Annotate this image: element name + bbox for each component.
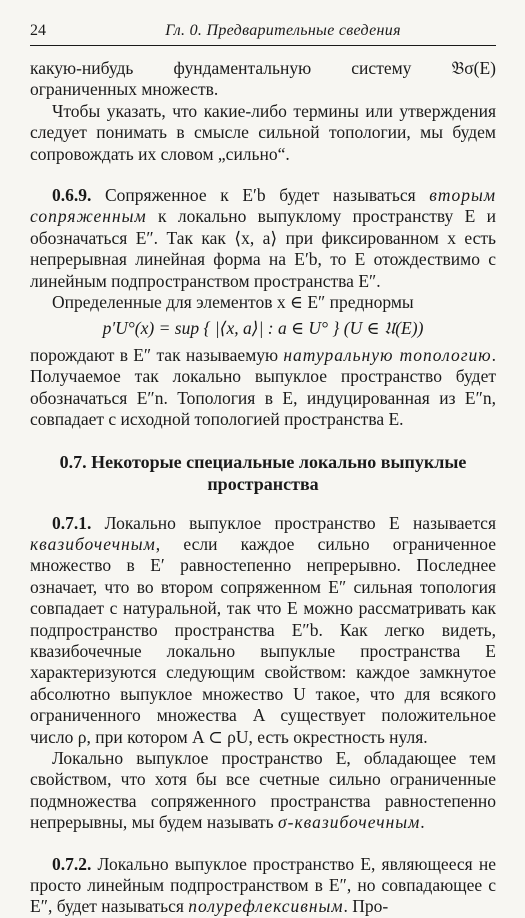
paragraph-0-7-2: 0.7.2. Локально выпуклое пространство E, являющееся не просто линейным подпространством в E″, но совпадающее с E″, будет называться полурефлексивным. Про- [30, 853, 496, 917]
term-quasibarrelled: квазибочечным [30, 533, 156, 554]
paragraph-0-6-9: 0.6.9. Сопряженное к E′b будет называться вторым сопряженным к локально выпуклому пространству E и обозначаться E″. Так как ⟨x, a⟩ при фиксированном x есть непрерывная линейная форма на E′b, то E отождествимо с линейным подпространством пространства E″. [30, 185, 497, 291]
paragraph-seminorms-intro: Определенные для элементов x ∈ E″ преднормы [52, 292, 414, 313]
paragraph-0-7-1: 0.7.1. Локально выпуклое пространство E называется квазибочечным, если каждое сильно ограниченное множество в E′ равностепенно непрерывно. Последнее означает, что во втором сопряженном E″ сильная топология совпадает с натуральной, так что E можно рассматривать как подпространство пространства E″b. Как легко видеть, квазибочечные локально выпуклые пространства E характеризуются следующим свойством: каждое замкнутое абсолютно выпуклое множество U такое, что для всякого ограниченного множества A существует положительное число ρ, при котором A ⊂ ρU, есть окрестность нуля. [30, 512, 496, 747]
section-heading: 0.7. Некоторые специальные локально выпуклые пространства [59, 451, 467, 494]
item-number: 0.7.2. [52, 853, 92, 874]
term-sigma-quasibarrelled: σ-квазибочечным [278, 812, 421, 833]
paragraph-natural-topology: порождают в E″ так называемую натуральную топологию. Получаемое так локально выпуклое пространство будет обозначаться E″n. Топология в E, индуцированная из E″n, совпадает с исходной топологией пространства E. [30, 344, 497, 430]
paragraph-sigma-quasibarrelled: Локально выпуклое пространство E, обладающее тем свойством, что хотя бы все счетные сильно ограниченные подмножества сопряженного пространства равностепенно непрерывны, мы будем называть σ-квазибочечным. [30, 747, 496, 833]
term-natural-topology: натуральную топологию [283, 344, 492, 365]
book-page [30, 22, 496, 918]
item-number: 0.6.9. [52, 185, 92, 206]
running-title: Гл. 0. Предварительные сведения [165, 22, 401, 39]
paragraph-fundamental-system: какую-нибудь фундаментальную систему 𝔅σ(E) ограниченных множеств. [30, 58, 496, 100]
term-second-dual: вторым сопряженным [30, 185, 497, 227]
item-number: 0.7.1. [52, 512, 92, 533]
page-number: 24 [30, 22, 46, 39]
paragraph-strong-topology-note: Чтобы указать, что какие-либо термины или утверждения следует понимать в смысле сильной топологии, мы будем сопровождать их словом „сильно“. [30, 100, 496, 164]
term-semireflexive: полурефлексивным [188, 896, 344, 917]
formula-seminorm: p′U°(x) = sup { |⟨x, a⟩| : a ∈ U° } (U ∈ 𝔘(E)) [102, 318, 424, 339]
page-header [30, 22, 496, 46]
